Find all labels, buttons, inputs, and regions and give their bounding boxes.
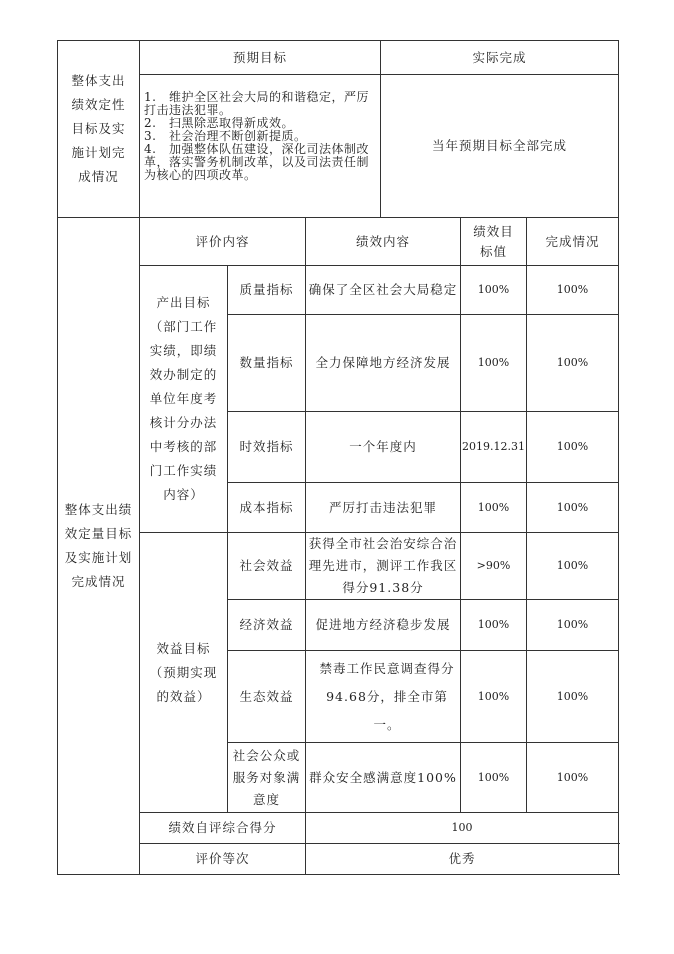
quantitative-row-label: 整体支出绩效定量目标及实施计划完成情况 (58, 218, 140, 875)
qualitative-row-label: 整体支出绩效定性目标及实施计划完成情况 (58, 41, 140, 218)
indicator-quality: 质量指标 (228, 266, 306, 315)
done-satisfaction: 100% (527, 743, 619, 813)
target-quantity: 100% (461, 315, 527, 412)
goal-item: 3. 社会治理不断创新提质。 (144, 129, 307, 143)
qualitative-table (57, 40, 619, 218)
actual-completion-header: 实际完成 (381, 41, 619, 75)
score-label: 绩效自评综合得分 (140, 813, 306, 844)
score-value: 100 (306, 813, 619, 844)
done-ecological: 100% (527, 651, 619, 743)
content-quality: 确保了全区社会大局稳定 (306, 266, 461, 315)
quantitative-table (57, 217, 619, 875)
done-social: 100% (527, 533, 619, 600)
target-social: >90% (461, 533, 527, 600)
grade-value: 优秀 (306, 844, 619, 875)
target-economic: 100% (461, 600, 527, 651)
content-social: 获得全市社会治安综合治理先进市，测评工作我区得分91.38分 (306, 533, 461, 600)
goal-item: 2. 扫黑除恶取得新成效。 (144, 116, 294, 130)
eval-content-header: 评价内容 (140, 218, 306, 266)
indicator-cost: 成本指标 (228, 483, 306, 533)
content-economic: 促进地方经济稳步发展 (306, 600, 461, 651)
indicator-ecological: 生态效益 (228, 651, 306, 743)
target-quality: 100% (461, 266, 527, 315)
indicator-timeliness: 时效指标 (228, 412, 306, 483)
content-quantity: 全力保障地方经济发展 (306, 315, 461, 412)
done-quality: 100% (527, 266, 619, 315)
grade-label: 评价等次 (140, 844, 306, 875)
benefit-goal-label: 效益目标（预期实现的效益） (140, 533, 228, 813)
goal-item: 1. 维护全区社会大局的和谐稳定，严厉打击违法犯罪。 (144, 90, 369, 117)
expected-goal-header: 预期目标 (140, 41, 381, 75)
indicator-economic: 经济效益 (228, 600, 306, 651)
expected-goals-cell (140, 75, 381, 218)
goal-item: 4. 加强整体队伍建设，深化司法体制改革，落实警务机制改革，以及司法责任制为核心的四项改革。 (144, 142, 370, 182)
done-cost: 100% (527, 483, 619, 533)
done-timeliness: 100% (527, 412, 619, 483)
target-satisfaction: 100% (461, 743, 527, 813)
content-ecological: 禁毒工作民意调查得分94.68分，排全市第一。 (306, 651, 461, 743)
actual-completion-text: 当年预期目标全部完成 (381, 75, 619, 218)
perf-content-header: 绩效内容 (306, 218, 461, 266)
done-economic: 100% (527, 600, 619, 651)
content-timeliness: 一个年度内 (306, 412, 461, 483)
indicator-social: 社会效益 (228, 533, 306, 600)
target-value-header: 绩效目标值 (461, 218, 527, 266)
content-satisfaction: 群众安全感满意度100% (306, 743, 461, 813)
indicator-satisfaction: 社会公众或服务对象满意度 (228, 743, 306, 813)
content-cost: 严厉打击违法犯罪 (306, 483, 461, 533)
completion-header: 完成情况 (527, 218, 619, 266)
indicator-quantity: 数量指标 (228, 315, 306, 412)
target-timeliness: 2019.12.31 (461, 412, 527, 483)
output-goal-label: 产出目标（部门工作实绩，即绩效办制定的单位年度考核计分办法中考核的部门工作实绩内容） (140, 266, 228, 533)
done-quantity: 100% (527, 315, 619, 412)
target-cost: 100% (461, 483, 527, 533)
target-ecological: 100% (461, 651, 527, 743)
